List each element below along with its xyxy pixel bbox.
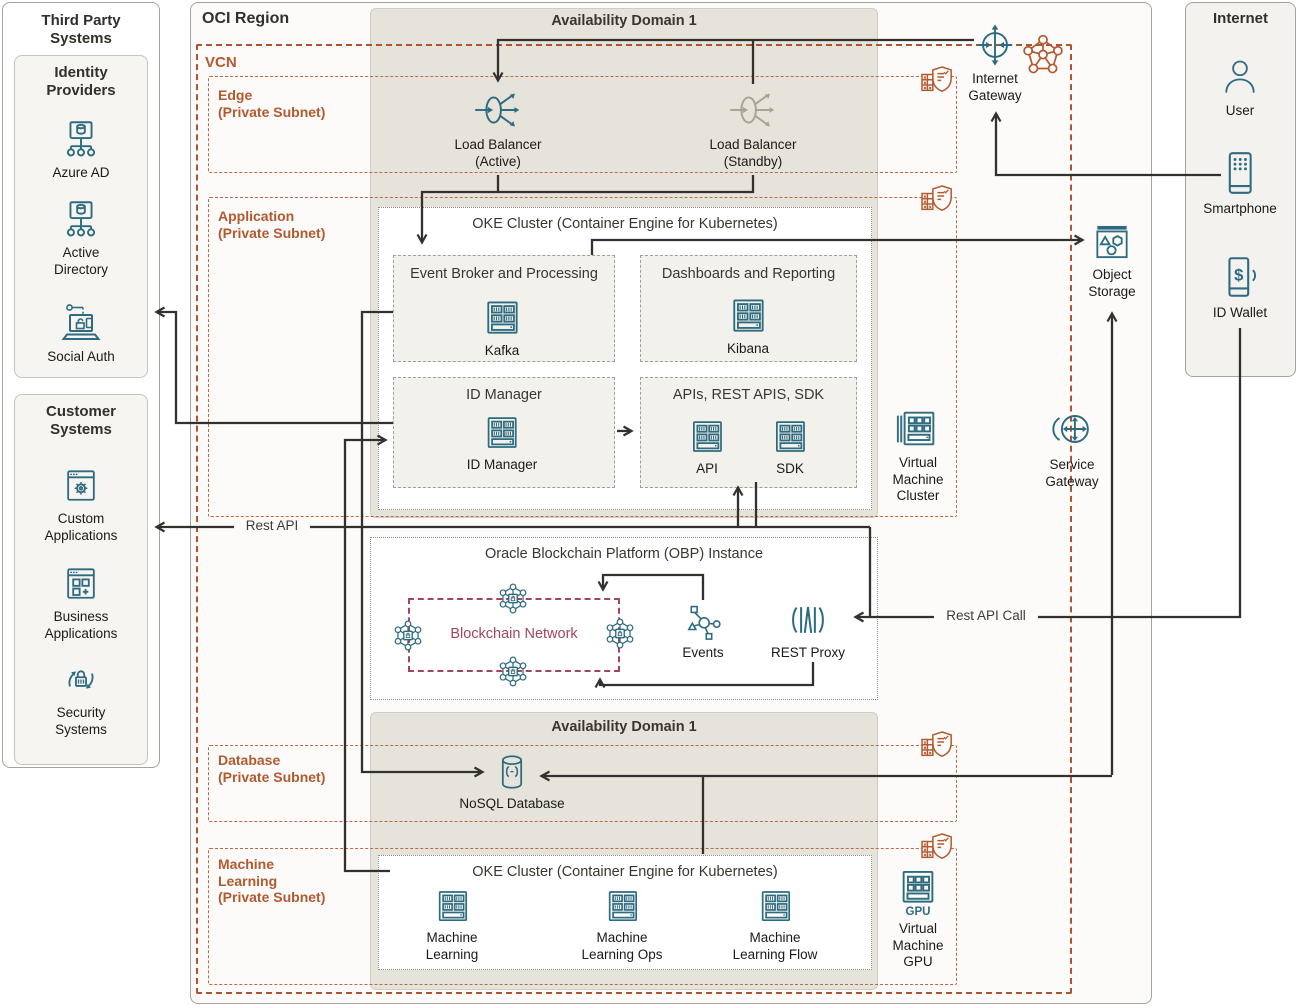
security-systems-icon xyxy=(59,658,103,702)
security-list-ml xyxy=(917,829,957,869)
service-gateway-icon xyxy=(1047,404,1097,454)
database-subnet-label: Database (Private Subnet) xyxy=(218,752,326,785)
load-balancer-standby xyxy=(709,86,796,170)
load-balancer-standby-icon xyxy=(722,86,784,134)
oke-cluster-ml-title: OKE Cluster (Container Engine for Kubernetes) xyxy=(472,864,778,880)
blockchain-node-left xyxy=(390,617,427,654)
machine-learning-flow-server-icon xyxy=(755,886,796,927)
load-balancer-active xyxy=(454,86,541,170)
security-list-icon xyxy=(917,181,957,221)
object-storage-label: Object Storage xyxy=(1088,267,1136,299)
blockchain-node-right xyxy=(602,615,639,652)
kafka-server-icon xyxy=(480,296,524,340)
custom-applications-label: Custom Applications xyxy=(44,511,118,543)
api-server-icon xyxy=(686,416,728,458)
oke-cluster-app-title: OKE Cluster (Container Engine for Kubernetes) xyxy=(472,216,778,232)
custom-applications-icon xyxy=(59,464,103,508)
kafka-label: Kafka xyxy=(484,343,520,358)
blockchain-node-icon xyxy=(602,615,639,652)
security-list-icon xyxy=(917,62,957,102)
events-label: Events xyxy=(682,645,724,660)
kibana xyxy=(726,294,770,358)
security-list-icon xyxy=(917,727,957,767)
machine-learning-ops-label: Machine Learning Ops xyxy=(581,930,663,962)
security-list-icon xyxy=(917,829,957,869)
azure-ad xyxy=(26,116,136,182)
object-storage-icon xyxy=(1090,220,1134,264)
customer-systems-title: Customer Systems xyxy=(45,403,116,438)
api xyxy=(686,416,728,478)
kibana-label: Kibana xyxy=(726,341,770,356)
internet-gateway-label: Internet Gateway xyxy=(968,71,1022,103)
blockchain-node-top xyxy=(495,580,532,617)
machine-learning-ops-server-icon xyxy=(602,886,643,927)
edge-subnet-label: Edge (Private Subnet) xyxy=(218,87,326,120)
rest-api-line-label: Rest API xyxy=(234,517,310,534)
social-auth-laptop-icon xyxy=(57,298,105,346)
application-subnet-label: Application (Private Subnet) xyxy=(218,208,326,241)
machine-learning-server-icon xyxy=(432,886,473,927)
load-balancer-standby-label: Load Balancer (Standby) xyxy=(709,137,797,169)
network-mesh-icon xyxy=(1020,33,1066,79)
business-applications-icon xyxy=(59,562,103,606)
nosql-database-icon xyxy=(491,751,533,793)
security-systems xyxy=(41,658,121,738)
security-list-edge xyxy=(917,62,957,102)
rest-proxy-label: REST Proxy xyxy=(770,645,846,660)
svg-text:$: $ xyxy=(1234,265,1244,285)
machine-learning xyxy=(406,886,498,963)
identity-providers-title: Identity Providers xyxy=(46,64,116,99)
smartphone-icon xyxy=(1215,148,1265,198)
id-wallet-icon xyxy=(1215,252,1265,302)
network-mesh xyxy=(1020,33,1066,79)
active-directory-icon xyxy=(58,196,104,242)
blockchain-node-icon xyxy=(495,653,532,690)
oci-region-label: OCI Region xyxy=(202,10,290,27)
blockchain-network-label: Blockchain Network xyxy=(450,626,578,642)
id-manager xyxy=(467,412,538,474)
nosql-database-label: NoSQL Database xyxy=(459,796,565,811)
custom-applications xyxy=(33,464,129,544)
dashboards-title: Dashboards and Reporting xyxy=(661,266,836,282)
apis-title: APIs, REST APIS, SDK xyxy=(672,387,825,403)
business-applications xyxy=(33,562,129,642)
security-systems-label: Security Systems xyxy=(55,705,107,737)
apis-box xyxy=(640,377,857,488)
vm-cluster-label: Virtual Machine Cluster xyxy=(892,455,944,503)
machine-learning-flow-label: Machine Learning Flow xyxy=(732,930,818,962)
active-directory xyxy=(39,196,123,278)
event-broker-title: Event Broker and Processing xyxy=(410,266,598,282)
business-applications-label: Business Applications xyxy=(44,609,118,641)
vm-gpu-label: Virtual Machine GPU xyxy=(892,921,944,969)
blockchain-node-icon xyxy=(390,617,427,654)
smartphone-label: Smartphone xyxy=(1203,201,1277,216)
machine-learning-flow xyxy=(724,886,826,963)
vm-cluster-icon xyxy=(895,406,941,452)
rest-proxy xyxy=(771,598,845,662)
vcn-label: VCN xyxy=(205,54,237,71)
social-auth xyxy=(26,298,136,366)
rest-proxy-icon xyxy=(786,598,830,642)
active-directory-label: Active Directory xyxy=(53,245,108,277)
load-balancer-active-icon xyxy=(467,86,529,134)
events-hub-icon xyxy=(683,602,723,642)
user-label: User xyxy=(1225,103,1255,118)
machine-learning-ops xyxy=(573,886,671,963)
user xyxy=(1218,56,1262,120)
internet-title: Internet xyxy=(1212,10,1268,27)
machine-learning-subnet-label: Machine Learning (Private Subnet) xyxy=(218,856,326,905)
id-wallet xyxy=(1213,252,1267,322)
service-gateway-label: Service Gateway xyxy=(1045,457,1099,489)
availability-domain-1-bottom-title: Availability Domain 1 xyxy=(551,719,697,735)
azure-ad-directory-icon xyxy=(58,116,104,162)
smartphone xyxy=(1203,148,1277,218)
sdk-label: SDK xyxy=(776,461,804,476)
id-manager-label: ID Manager xyxy=(466,457,538,472)
load-balancer-active-label: Load Balancer (Active) xyxy=(454,137,542,169)
azure-ad-label: Azure AD xyxy=(52,165,110,180)
api-label: API xyxy=(696,461,718,476)
security-list-application xyxy=(917,181,957,221)
blockchain-node-bottom xyxy=(495,653,532,690)
internet-gateway-icon xyxy=(972,22,1018,68)
security-list-database xyxy=(917,727,957,767)
kafka xyxy=(480,296,524,360)
sdk-server-icon xyxy=(769,416,811,458)
obp-instance-title: Oracle Blockchain Platform (OBP) Instance xyxy=(484,546,764,562)
id-manager-server-icon xyxy=(481,412,523,454)
id-manager-title: ID Manager xyxy=(466,387,542,403)
social-auth-label: Social Auth xyxy=(47,349,115,364)
machine-learning-label: Machine Learning xyxy=(425,930,479,962)
virtual-machine-cluster xyxy=(886,406,950,505)
service-gateway xyxy=(1041,404,1103,490)
svg-text:GPU: GPU xyxy=(905,906,931,918)
virtual-machine-gpu xyxy=(886,868,950,971)
object-storage xyxy=(1081,220,1143,300)
vm-gpu-icon xyxy=(895,868,941,918)
sdk xyxy=(769,416,811,478)
events xyxy=(682,602,723,662)
availability-domain-1-top-title: Availability Domain 1 xyxy=(551,13,697,29)
third-party-systems-title: Third Party Systems xyxy=(41,12,121,47)
user-icon xyxy=(1218,56,1262,100)
blockchain-node-icon xyxy=(495,580,532,617)
id-wallet-label: ID Wallet xyxy=(1212,305,1268,320)
nosql-database xyxy=(447,751,577,813)
kibana-server-icon xyxy=(726,294,770,338)
rest-api-call-line-label: Rest API Call xyxy=(934,607,1038,624)
